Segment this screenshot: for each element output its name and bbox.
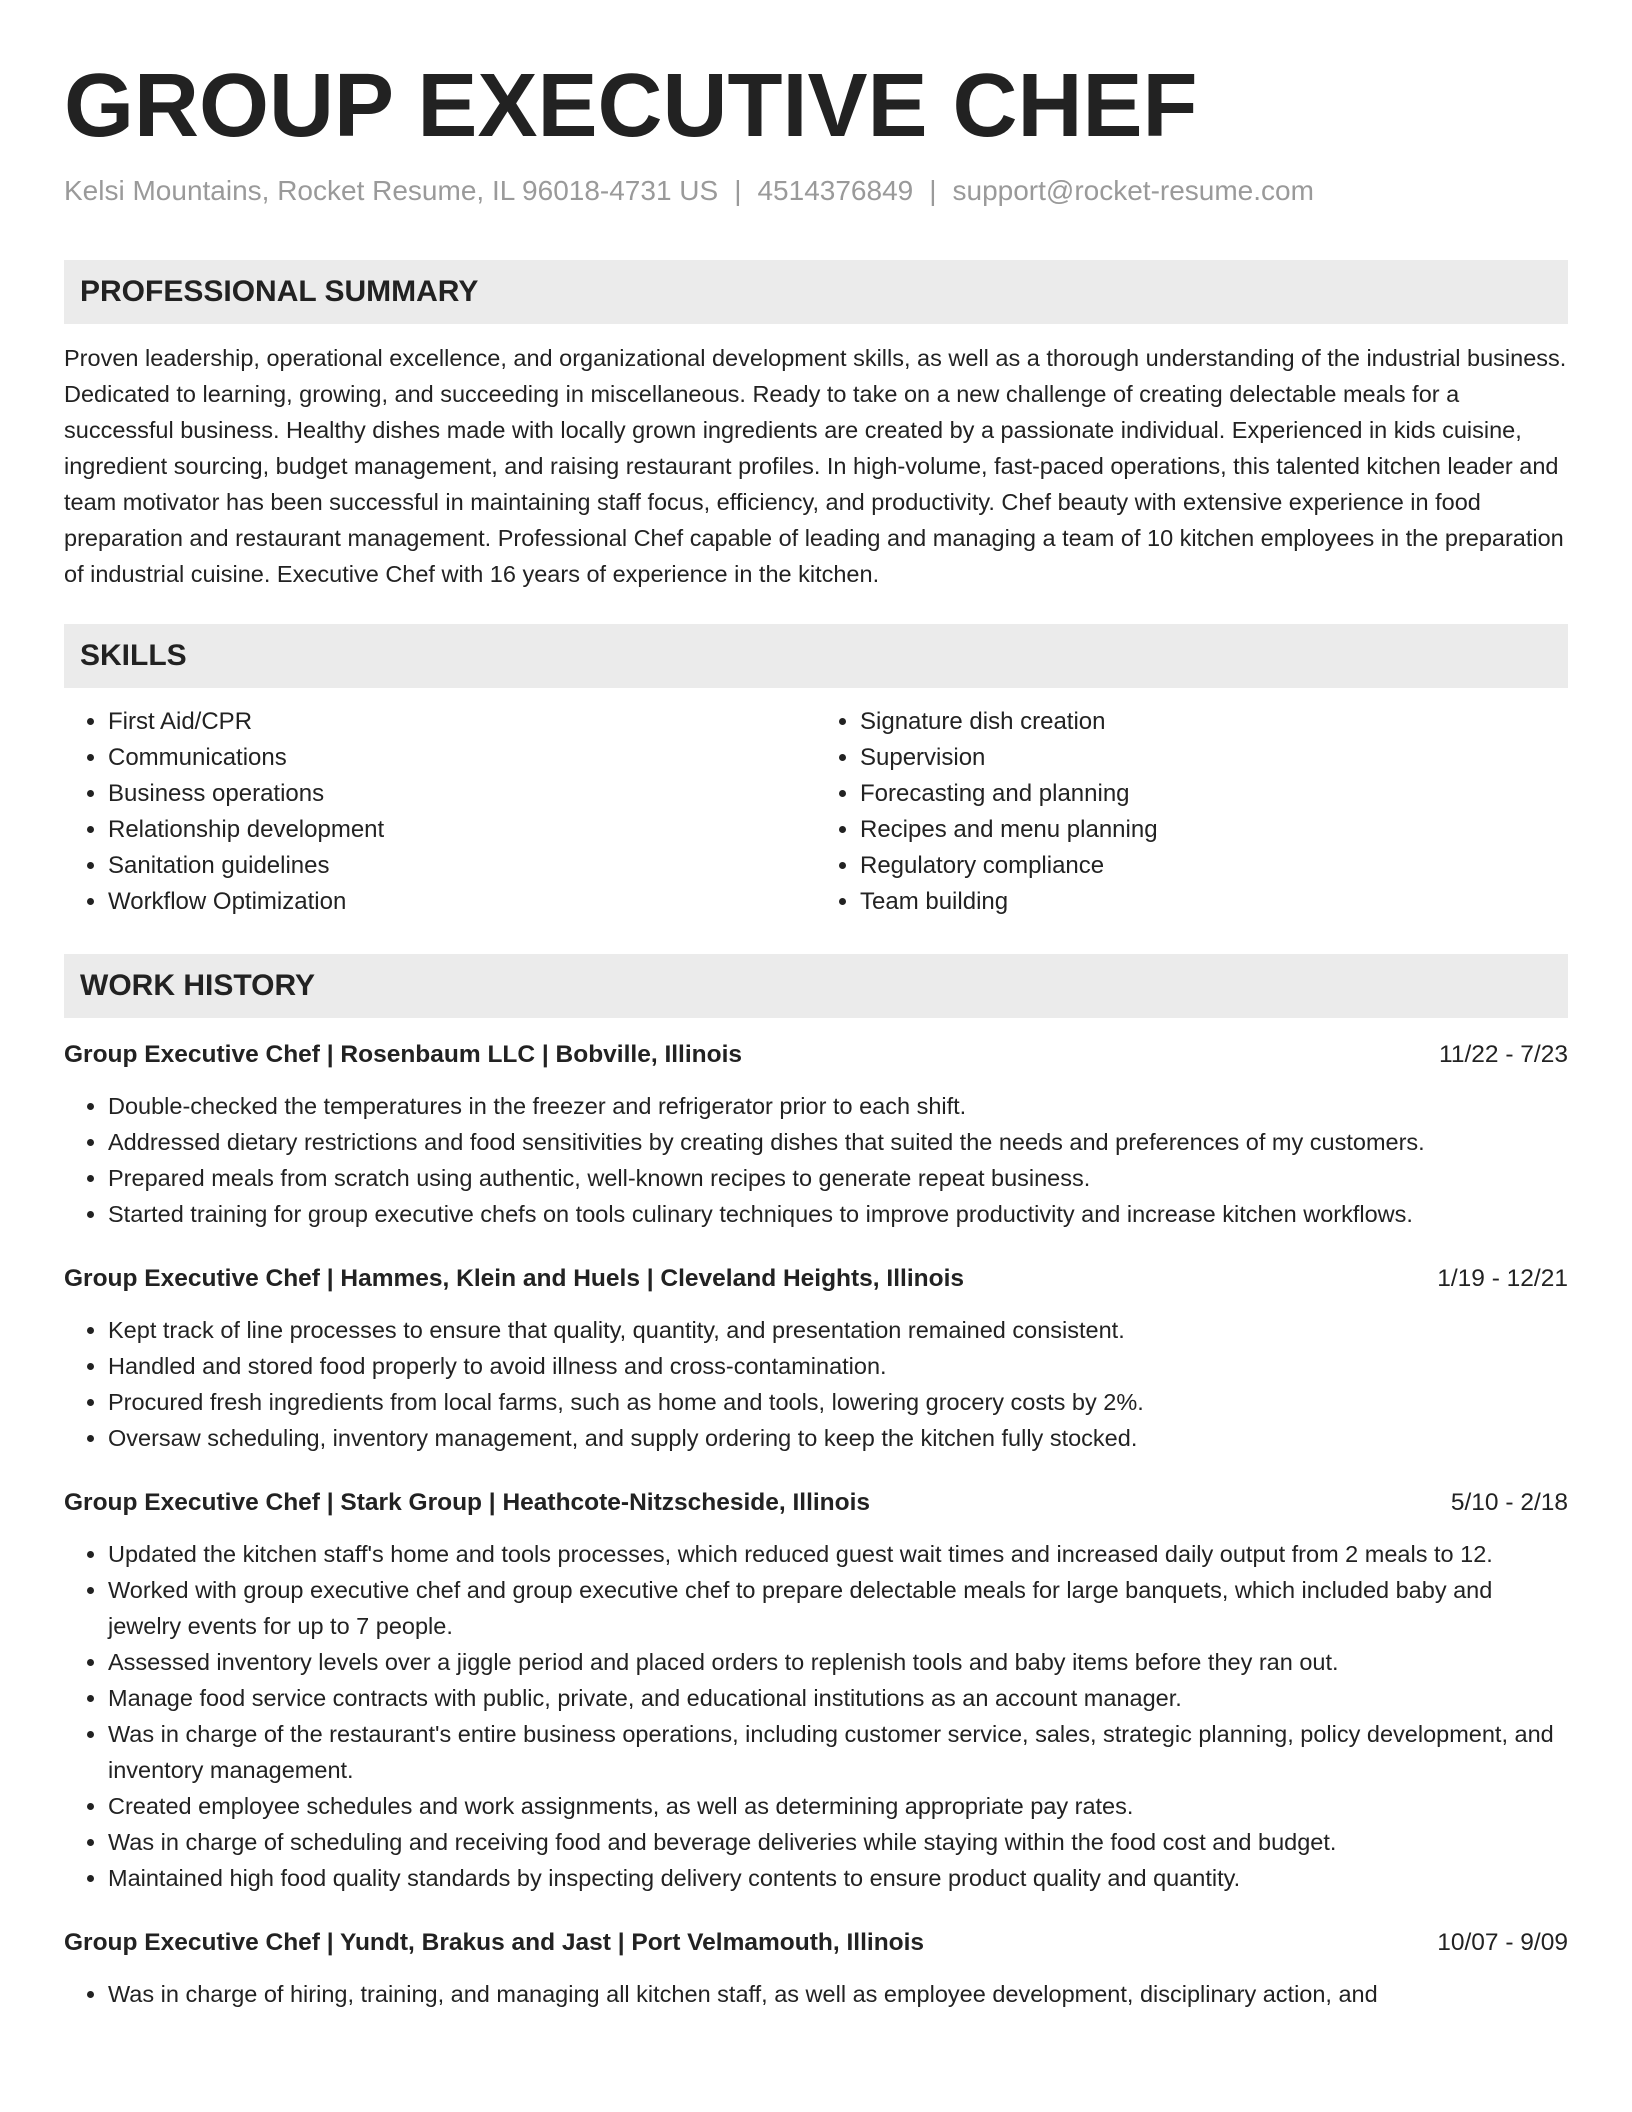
contact-phone: 4514376849 bbox=[757, 175, 914, 206]
job-entry bbox=[64, 1038, 1568, 1232]
summary-text: Proven leadership, operational excellence, and organizational development skills, as well as a thorough understanding of the industrial business. Dedicated to learning, growing, and succeeding in miscellaneous. Ready to take on a new challenge of creating delectable meals for a successful business. Healthy dishes made with locally grown ingredients are created by a passionate individual. Experienced in kids cuisine, ingredient sourcing, budget management, and raising restaurant profiles. In high-volume, fast-paced operations, this talented kitchen leader and team motivator has been successful in maintaining staff focus, efficiency, and productivity. Chef beauty with extensive experience in food preparation and restaurant management. Professional Chef capable of leading and managing a team of 10 kitchen employees in the preparation of industrial cuisine. Executive Chef with 16 years of experience in the kitchen. bbox=[64, 345, 1567, 587]
skills-column-left bbox=[64, 704, 816, 920]
job-bullet: • Created employee schedules and work assignments, as well as determining appropriate pay rates. bbox=[108, 1788, 1568, 1824]
job-bullet: • Double-checked the temperatures in the freezer and refrigerator prior to each shift. bbox=[108, 1088, 1568, 1124]
job-entry bbox=[64, 1926, 1568, 2012]
job-bullet: • Was in charge of scheduling and receiving food and beverage deliveries while staying within the food cost and budget. bbox=[108, 1824, 1568, 1860]
job-bullets bbox=[64, 1312, 1568, 1456]
skill-item: • Forecasting and planning bbox=[860, 776, 1568, 812]
job-title: Group Executive Chef | Stark Group | Heathcote-Nitzscheside, Illinois bbox=[64, 1489, 871, 1516]
job-bullet: • Assessed inventory levels over a jiggle period and placed orders to replenish tools and baby items before they ran out. bbox=[108, 1644, 1568, 1680]
job-bullet: • Manage food service contracts with public, private, and educational institutions as an account manager. bbox=[108, 1680, 1568, 1716]
job-header bbox=[64, 1262, 1568, 1296]
skill-item: • Communications bbox=[108, 740, 816, 776]
job-title: Group Executive Chef | Yundt, Brakus and Jast | Port Velmamouth, Illinois bbox=[64, 1929, 925, 1956]
contact-line bbox=[64, 174, 1568, 208]
work-history-heading: WORK HISTORY bbox=[64, 954, 1568, 1018]
job-bullet: • Updated the kitchen staff's home and tools processes, which reduced guest wait times and increased daily output from 2 meals to 12. bbox=[108, 1536, 1568, 1572]
job-dates: 11/22 - 7/23 bbox=[1439, 1041, 1568, 1068]
skill-item: • Relationship development bbox=[108, 812, 816, 848]
job-bullet: • Maintained high food quality standards by inspecting delivery contents to ensure product quality and quantity. bbox=[108, 1860, 1568, 1896]
job-bullet: • Addressed dietary restrictions and food sensitivities by creating dishes that suited the needs and preferences of my customers. bbox=[108, 1124, 1568, 1160]
contact-separator: | bbox=[929, 175, 937, 206]
skill-item: • Signature dish creation bbox=[860, 704, 1568, 740]
skill-item: • Recipes and menu planning bbox=[860, 812, 1568, 848]
skills-heading: SKILLS bbox=[64, 624, 1568, 688]
job-bullet: • Prepared meals from scratch using authentic, well-known recipes to generate repeat business. bbox=[108, 1160, 1568, 1196]
contact-address: Kelsi Mountains, Rocket Resume, IL 96018-4731 US bbox=[64, 175, 719, 206]
job-bullet: • Was in charge of hiring, training, and managing all kitchen staff, as well as employee development, disciplinary action, and bbox=[108, 1976, 1568, 2012]
job-header bbox=[64, 1038, 1568, 1072]
contact-separator: | bbox=[734, 175, 742, 206]
job-bullet: • Worked with group executive chef and group executive chef to prepare delectable meals for large banquets, which included baby and jewelry events for up to 7 people. bbox=[108, 1572, 1568, 1644]
skill-item: • Business operations bbox=[108, 776, 816, 812]
skill-item: • Sanitation guidelines bbox=[108, 848, 816, 884]
contact-email[interactable]: support@rocket-resume.com bbox=[952, 175, 1314, 206]
summary-heading: PROFESSIONAL SUMMARY bbox=[64, 260, 1568, 324]
skill-item: • First Aid/CPR bbox=[108, 704, 816, 740]
job-dates: 5/10 - 2/18 bbox=[1450, 1489, 1568, 1516]
job-header bbox=[64, 1926, 1568, 1960]
skills-column-right bbox=[816, 704, 1568, 920]
skill-item: • Workflow Optimization bbox=[108, 884, 816, 920]
job-bullet: • Oversaw scheduling, inventory management, and supply ordering to keep the kitchen fully stocked. bbox=[108, 1420, 1568, 1456]
job-title: Group Executive Chef | Hammes, Klein and Huels | Cleveland Heights, Illinois bbox=[64, 1265, 965, 1292]
job-dates: 1/19 - 12/21 bbox=[1437, 1265, 1568, 1292]
job-bullet: • Handled and stored food properly to avoid illness and cross-contamination. bbox=[108, 1348, 1568, 1384]
job-entry bbox=[64, 1486, 1568, 1896]
skills-list bbox=[64, 704, 1568, 920]
skill-item: • Regulatory compliance bbox=[860, 848, 1568, 884]
job-header bbox=[64, 1486, 1568, 1520]
job-title: Group Executive Chef | Rosenbaum LLC | Bobville, Illinois bbox=[64, 1041, 743, 1068]
job-dates: 10/07 - 9/09 bbox=[1437, 1929, 1568, 1956]
skill-item: • Team building bbox=[860, 884, 1568, 920]
job-bullet: • Kept track of line processes to ensure that quality, quantity, and presentation remained consistent. bbox=[108, 1312, 1568, 1348]
resume-title: GROUP EXECUTIVE CHEF bbox=[64, 56, 1198, 156]
job-bullet: • Started training for group executive chefs on tools culinary techniques to improve productivity and increase kitchen workflows. bbox=[108, 1196, 1568, 1232]
job-bullets bbox=[64, 1536, 1568, 1896]
job-bullet: • Procured fresh ingredients from local farms, such as home and tools, lowering grocery costs by 2%. bbox=[108, 1384, 1568, 1420]
job-bullet: • Was in charge of the restaurant's entire business operations, including customer service, sales, strategic planning, policy development, and inventory management. bbox=[108, 1716, 1568, 1788]
job-bullets bbox=[64, 1976, 1568, 2012]
skill-item: • Supervision bbox=[860, 740, 1568, 776]
job-entry bbox=[64, 1262, 1568, 1456]
job-bullets bbox=[64, 1088, 1568, 1232]
